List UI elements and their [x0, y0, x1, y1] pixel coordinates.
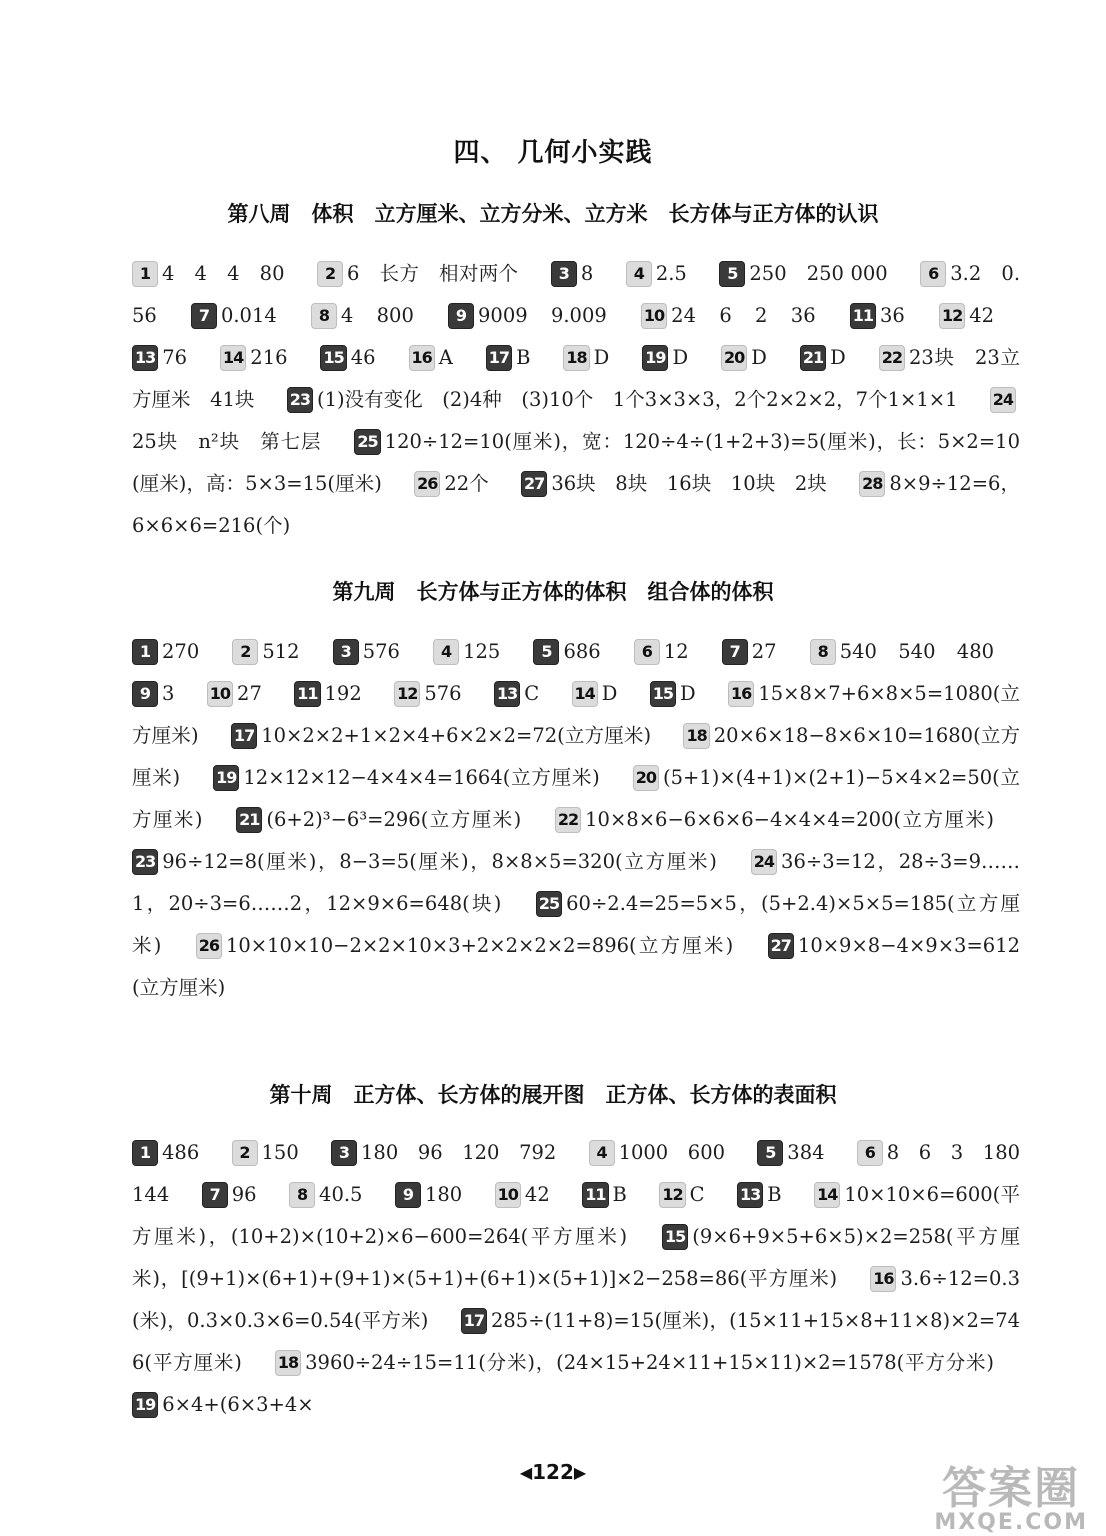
answer-text: 36÷3=12，28÷3=9……1，20÷3=6……2，12×9×6=648(块): [132, 850, 1021, 915]
answer-item: [191, 304, 303, 327]
question-number-badge: 21: [800, 345, 826, 371]
answer-text: 25块 n²块 第七层: [132, 430, 322, 453]
answer-item: [486, 346, 557, 369]
question-number-badge: 9: [132, 681, 158, 707]
question-number-badge: 4: [433, 639, 459, 665]
question-number-badge: 1: [132, 261, 158, 287]
question-number-badge: 5: [719, 261, 745, 287]
answer-item: [132, 262, 310, 285]
answer-text: D: [830, 346, 846, 369]
answer-text: 42: [969, 304, 995, 327]
question-number-badge: 6: [634, 639, 660, 665]
question-number-badge: 26: [196, 933, 222, 959]
answer-item: [395, 1183, 488, 1206]
section-title-week9: 第九周 长方体与正方体的体积 组合体的体积: [332, 580, 774, 604]
question-number-badge: 27: [768, 933, 794, 959]
answer-text: 0.014: [220, 304, 277, 327]
question-number-badge: 14: [814, 1182, 840, 1208]
answer-item: [589, 1141, 751, 1164]
answer-item: [551, 262, 619, 285]
question-number-badge: 15: [320, 345, 346, 371]
question-number-badge: 20: [633, 765, 659, 791]
question-number-badge: 21: [236, 807, 262, 833]
question-number-badge: 10: [207, 681, 233, 707]
answer-item: [333, 640, 426, 663]
answer-item: [202, 1183, 283, 1206]
answer-text: B: [612, 1183, 627, 1206]
answer-item: [495, 1183, 576, 1206]
answer-item: [394, 682, 488, 705]
question-number-badge: 12: [659, 1182, 685, 1208]
question-number-badge: 2: [232, 639, 258, 665]
answer-text: 3960÷24÷15=11(分米)，(24×15+24×11+15×11)×2=1578(平方分米): [305, 1351, 995, 1374]
answer-text: 10×8×6−6×6×6−4×4×4=200(立方厘米): [585, 808, 994, 831]
answer-text: 6 长方 相对两个: [347, 262, 519, 285]
section-title-week8: 第八周 体积 立方厘米、立方分米、立方米 长方体与正方体的认识: [227, 202, 879, 226]
answer-text: 60÷2.4=25=5×5，(5+2.4)×5×5=185(立方厘米): [132, 892, 1020, 957]
question-number-badge: 7: [202, 1182, 228, 1208]
answer-item: [650, 682, 722, 705]
question-number-badge: 27: [521, 471, 547, 497]
question-number-badge: 5: [757, 1140, 783, 1166]
watermark-sub-text: MXQE.COM: [934, 1510, 1088, 1535]
answer-text: 120÷12=10(厘米)，宽：120÷4÷(1+2+3)=5(厘米)，长：5×2=10(厘米)，高：5×3=15(厘米): [132, 430, 1020, 495]
answer-item: [132, 640, 225, 663]
question-number-badge: 3: [333, 639, 359, 665]
question-number-badge: 11: [582, 1182, 608, 1208]
answer-item: [331, 1141, 582, 1164]
answer-text: 8×9÷12=6，6×6×6=216(个): [132, 472, 1020, 537]
question-number-badge: 19: [213, 765, 239, 791]
answer-text: (6+2)³−6³=296(立方厘米): [266, 808, 522, 831]
answer-item: [132, 682, 200, 705]
answer-item: [448, 304, 633, 327]
question-number-badge: 22: [555, 807, 581, 833]
answer-item: [572, 682, 644, 705]
section-body-week8: [132, 253, 1020, 547]
answer-item: [287, 388, 984, 411]
answer-text: 2.5: [655, 262, 687, 285]
answer-item: [850, 304, 931, 327]
answer-text: 8 6 3 180 144: [132, 1141, 1040, 1206]
answer-item: [236, 808, 547, 831]
question-number-badge: 6: [920, 261, 946, 287]
answer-text: 125: [463, 640, 501, 663]
answer-item: [132, 1393, 340, 1416]
answer-text: 216: [250, 346, 288, 369]
answer-text: D: [601, 682, 618, 705]
answer-item: [659, 1183, 730, 1206]
answer-text: 192: [324, 682, 362, 705]
answer-text: 8: [580, 262, 594, 285]
answer-item: [132, 850, 743, 873]
question-number-badge: 7: [722, 639, 748, 665]
question-number-badge: 6: [857, 1140, 883, 1166]
answer-item: [409, 346, 479, 369]
answer-text: 10×10×10−2×2×10×3+2×2×2×2=896(立方厘米): [225, 934, 734, 957]
question-number-badge: 12: [939, 303, 965, 329]
answer-item: [642, 346, 714, 369]
answer-item: [634, 640, 715, 663]
question-number-badge: 8: [289, 1182, 315, 1208]
question-number-badge: 23: [287, 387, 313, 413]
answer-item: [294, 682, 388, 705]
section-title-week10: 第十周 正方体、长方体的展开图 正方体、长方体的表面积: [269, 1083, 837, 1107]
question-number-badge: 9: [448, 303, 474, 329]
answer-text: 10×2×2+1×2×4+6×2×2=72(立方厘米): [261, 724, 652, 747]
answer-text: 12: [663, 640, 689, 663]
answer-text: 3: [162, 682, 175, 705]
answer-text: D: [680, 682, 696, 705]
answer-item: [582, 1183, 653, 1206]
answer-item: [414, 472, 515, 495]
question-number-badge: 20: [721, 345, 747, 371]
answer-text: 9009 9.009: [478, 304, 607, 327]
question-number-badge: 19: [132, 1392, 158, 1418]
answer-item: [232, 1141, 325, 1164]
answer-item: [800, 346, 872, 369]
answer-text: 285÷(11+8)=15(厘米)，(15×11+15×8+11×8)×2=746(平方厘米): [132, 1309, 1021, 1374]
answer-item: [810, 640, 1020, 663]
answer-text: 15×8×7+6×8×5=1080(立方厘米): [132, 682, 1021, 747]
question-number-badge: 4: [626, 261, 652, 287]
question-number-badge: 13: [132, 345, 158, 371]
question-number-badge: 17: [461, 1308, 487, 1334]
answer-text: 27: [751, 640, 777, 663]
answer-item: [722, 640, 803, 663]
question-number-badge: 17: [231, 723, 257, 749]
answer-text: 486: [162, 1141, 200, 1164]
question-number-badge: 5: [533, 639, 559, 665]
answer-text: 686: [563, 640, 601, 663]
answer-text: D: [672, 346, 689, 369]
answer-item: [311, 304, 440, 327]
question-number-badge: 13: [494, 681, 520, 707]
answer-text: 576: [424, 682, 462, 705]
answer-text: 22个: [444, 472, 489, 495]
answer-text: 27: [237, 682, 262, 705]
answer-item: [433, 640, 526, 663]
question-number-badge: 11: [850, 303, 876, 329]
answer-text: 180: [424, 1183, 463, 1206]
question-number-badge: 26: [414, 471, 440, 497]
answer-item: [320, 346, 401, 369]
answer-item: [939, 304, 1020, 327]
answer-text: 96: [231, 1183, 257, 1206]
arrow-right-icon: ▶: [573, 1463, 587, 1482]
question-number-badge: 7: [191, 303, 217, 329]
answer-text: 3.2 0.56: [132, 262, 1021, 327]
question-number-badge: 8: [311, 303, 337, 329]
answer-text: C: [524, 682, 540, 705]
answer-text: D: [751, 346, 767, 369]
watermark-logo: [934, 1463, 1088, 1535]
watermark-main-text: 答案圈: [942, 1463, 1081, 1514]
answer-item: [521, 472, 853, 495]
answer-item: [275, 1351, 1020, 1374]
answer-text: 4 4 4 80: [162, 262, 285, 285]
answer-text: A: [438, 346, 453, 369]
answer-item: [721, 346, 793, 369]
arrow-left-icon: ◀: [519, 1463, 533, 1482]
answer-text: 40.5: [319, 1183, 363, 1206]
answer-item: [563, 346, 635, 369]
answer-item: [207, 682, 288, 705]
question-number-badge: 14: [220, 345, 246, 371]
question-number-badge: 2: [317, 261, 343, 287]
question-number-badge: 15: [650, 681, 676, 707]
answer-text: D: [593, 346, 610, 369]
question-number-badge: 17: [486, 345, 512, 371]
answer-item: [231, 724, 677, 747]
answer-item: [132, 346, 213, 369]
question-number-badge: 8: [810, 639, 836, 665]
answer-text: 20×6×18−8×6×10=1680(立方厘米): [132, 724, 1020, 789]
page-number-text: 122: [532, 1460, 574, 1484]
answer-item: [213, 766, 626, 789]
question-number-badge: 25: [354, 429, 380, 455]
answer-text: 96÷12=8(厘米)，8−3=5(厘米)，8×8×5=320(立方厘米): [162, 850, 717, 873]
answer-text: 36块 8块 16块 10块 2块: [551, 472, 827, 495]
answer-text: 46: [350, 346, 376, 369]
answer-text: (9×6+9×5+6×5)×2=258(平方厘米)，[(9+1)×(6+1)+(9+1)×(5+1)+(6+1)×(5+1)]×2−258=86(平方厘米): [132, 1225, 1020, 1290]
question-number-badge: 2: [232, 1140, 258, 1166]
question-number-badge: 13: [737, 1182, 763, 1208]
answer-item: [737, 1183, 808, 1206]
question-number-badge: 11: [294, 681, 320, 707]
answer-text: 10×10×6=600(平方厘米)，(10+2)×(10+2)×6−600=264(平方厘米): [132, 1183, 1021, 1248]
answer-text: B: [516, 346, 531, 369]
question-number-badge: 1: [132, 1140, 158, 1166]
answer-text: 76: [162, 346, 188, 369]
question-number-badge: 1: [132, 639, 158, 665]
question-number-badge: 24: [990, 387, 1016, 413]
answer-item: [641, 304, 842, 327]
answer-item: [494, 682, 565, 705]
question-number-badge: 24: [751, 849, 777, 875]
answer-text: 3.6÷12=0.3(米)，0.3×0.3×6=0.54(平方米): [132, 1267, 1020, 1332]
answer-item: [220, 346, 314, 369]
chapter-title: 四、 几何小实践: [453, 138, 653, 168]
answer-text: 540 540 480: [839, 640, 995, 663]
answer-text: 4 800: [340, 304, 414, 327]
answer-text: 36: [880, 304, 905, 327]
answer-item: [719, 262, 913, 285]
answer-item: [289, 1183, 388, 1206]
answer-text: C: [689, 1183, 705, 1206]
question-number-badge: 12: [394, 681, 420, 707]
answer-text: 150: [261, 1141, 299, 1164]
question-number-badge: 18: [275, 1350, 301, 1376]
answer-item: [232, 640, 325, 663]
answer-text: 12×12×12−4×4×4=1664(立方厘米): [243, 766, 600, 789]
question-number-badge: 22: [879, 345, 905, 371]
question-number-badge: 18: [563, 345, 589, 371]
answer-item: [196, 934, 760, 957]
answer-text: 23块 23立方厘米 41块: [132, 346, 1021, 411]
answer-item: [132, 1141, 225, 1164]
answer-item: [555, 808, 1020, 831]
answer-text: (1)没有变化 (2)4种 (3)10个 1个3×3×3，2个2×2×2，7个1×1×1: [316, 388, 958, 411]
question-number-badge: 4: [589, 1140, 615, 1166]
question-number-badge: 10: [641, 303, 667, 329]
answer-text: 270: [162, 640, 200, 663]
answer-text: 180 96 120 792: [361, 1141, 557, 1164]
answer-text: 24 6 2 36: [671, 304, 816, 327]
question-number-badge: 16: [728, 681, 754, 707]
answer-item: [757, 1141, 850, 1164]
question-number-badge: 15: [662, 1224, 688, 1250]
question-number-badge: 28: [859, 471, 885, 497]
answer-text: 384: [787, 1141, 825, 1164]
question-number-badge: 3: [551, 261, 577, 287]
question-number-badge: 9: [395, 1182, 421, 1208]
section-body-week9: [132, 631, 1020, 1009]
answer-text: 1000 600: [618, 1141, 726, 1164]
question-number-badge: 18: [683, 723, 709, 749]
question-number-badge: 10: [495, 1182, 521, 1208]
answer-item: [626, 262, 713, 285]
question-number-badge: 14: [572, 681, 598, 707]
question-number-badge: 3: [331, 1140, 357, 1166]
answer-item: [317, 262, 544, 285]
answer-text: 10×9×8−4×9×3=612(立方厘米): [132, 934, 1021, 999]
question-number-badge: 25: [536, 891, 562, 917]
answer-text: (5+1)×(4+1)×(2+1)−5×4×2=50(立方厘米): [132, 766, 1021, 831]
section-body-week10: [132, 1132, 1040, 1426]
answer-text: 576: [362, 640, 400, 663]
answer-text: 6×4+(6×3+4×: [162, 1393, 314, 1416]
question-number-badge: 16: [409, 345, 435, 371]
answer-text: 42: [524, 1183, 550, 1206]
answer-text: 512: [262, 640, 300, 663]
answer-item: [533, 640, 626, 663]
question-number-badge: 23: [132, 849, 158, 875]
answer-text: 250 250 000: [749, 262, 888, 285]
question-number-badge: 19: [642, 345, 668, 371]
answer-text: B: [767, 1183, 782, 1206]
question-number-badge: 16: [870, 1266, 896, 1292]
